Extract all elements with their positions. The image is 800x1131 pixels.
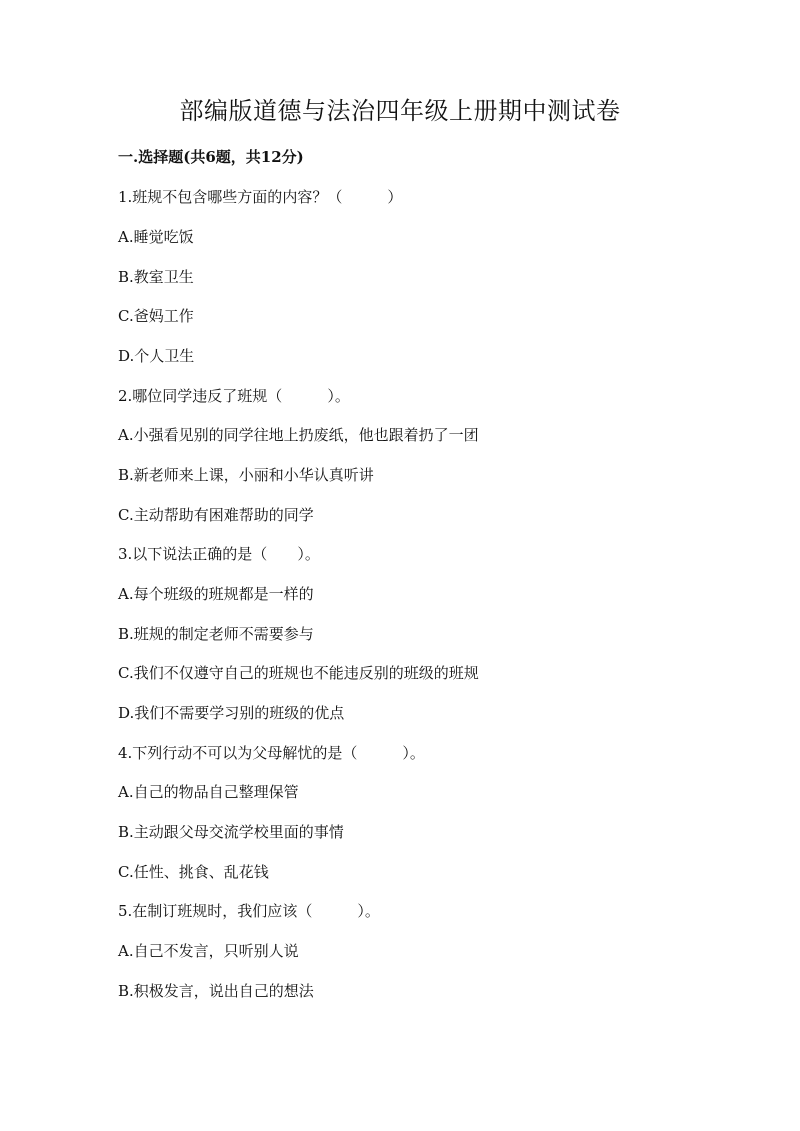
option-2c: C.主动帮助有困难帮助的同学 — [118, 506, 314, 524]
option-5b: B.积极发言，说出自己的想法 — [118, 982, 314, 1000]
option-2a: A.小强看见别的同学往地上扔废纸，他也跟着扔了一团 — [118, 426, 479, 444]
option-4a: A.自己的物品自己整理保管 — [118, 783, 299, 801]
option-4c: C.任性、挑食、乱花钱 — [118, 863, 269, 881]
option-5a: A.自己不发言，只听别人说 — [118, 942, 299, 960]
option-3a: A.每个班级的班规都是一样的 — [118, 585, 314, 603]
option-4b: B.主动跟父母交流学校里面的事情 — [118, 823, 344, 841]
section-heading: 一.选择题(共6题，共12分) — [118, 148, 304, 166]
option-1d: D.个人卫生 — [118, 347, 195, 365]
question-5: 5.在制订班规时，我们应该（ ）。 — [118, 902, 380, 920]
question-3: 3.以下说法正确的是（ ）。 — [118, 545, 320, 563]
question-4: 4.下列行动不可以为父母解忧的是（ ）。 — [118, 744, 425, 762]
page-title: 部编版道德与法治四年级上册期中测试卷 — [179, 97, 621, 125]
option-3c: C.我们不仅遵守自己的班规也不能违反别的班级的班规 — [118, 664, 479, 682]
question-2: 2.哪位同学违反了班规（ ）。 — [118, 387, 350, 405]
option-2b: B.新老师来上课，小丽和小华认真听讲 — [118, 466, 374, 484]
option-1c: C.爸妈工作 — [118, 307, 194, 325]
option-1a: A.睡觉吃饭 — [118, 228, 194, 246]
option-1b: B.教室卫生 — [118, 268, 194, 286]
option-3d: D.我们不需要学习别的班级的优点 — [118, 704, 345, 722]
question-1: 1.班规不包含哪些方面的内容？（ ） — [118, 188, 403, 206]
option-3b: B.班规的制定老师不需要参与 — [118, 625, 314, 643]
